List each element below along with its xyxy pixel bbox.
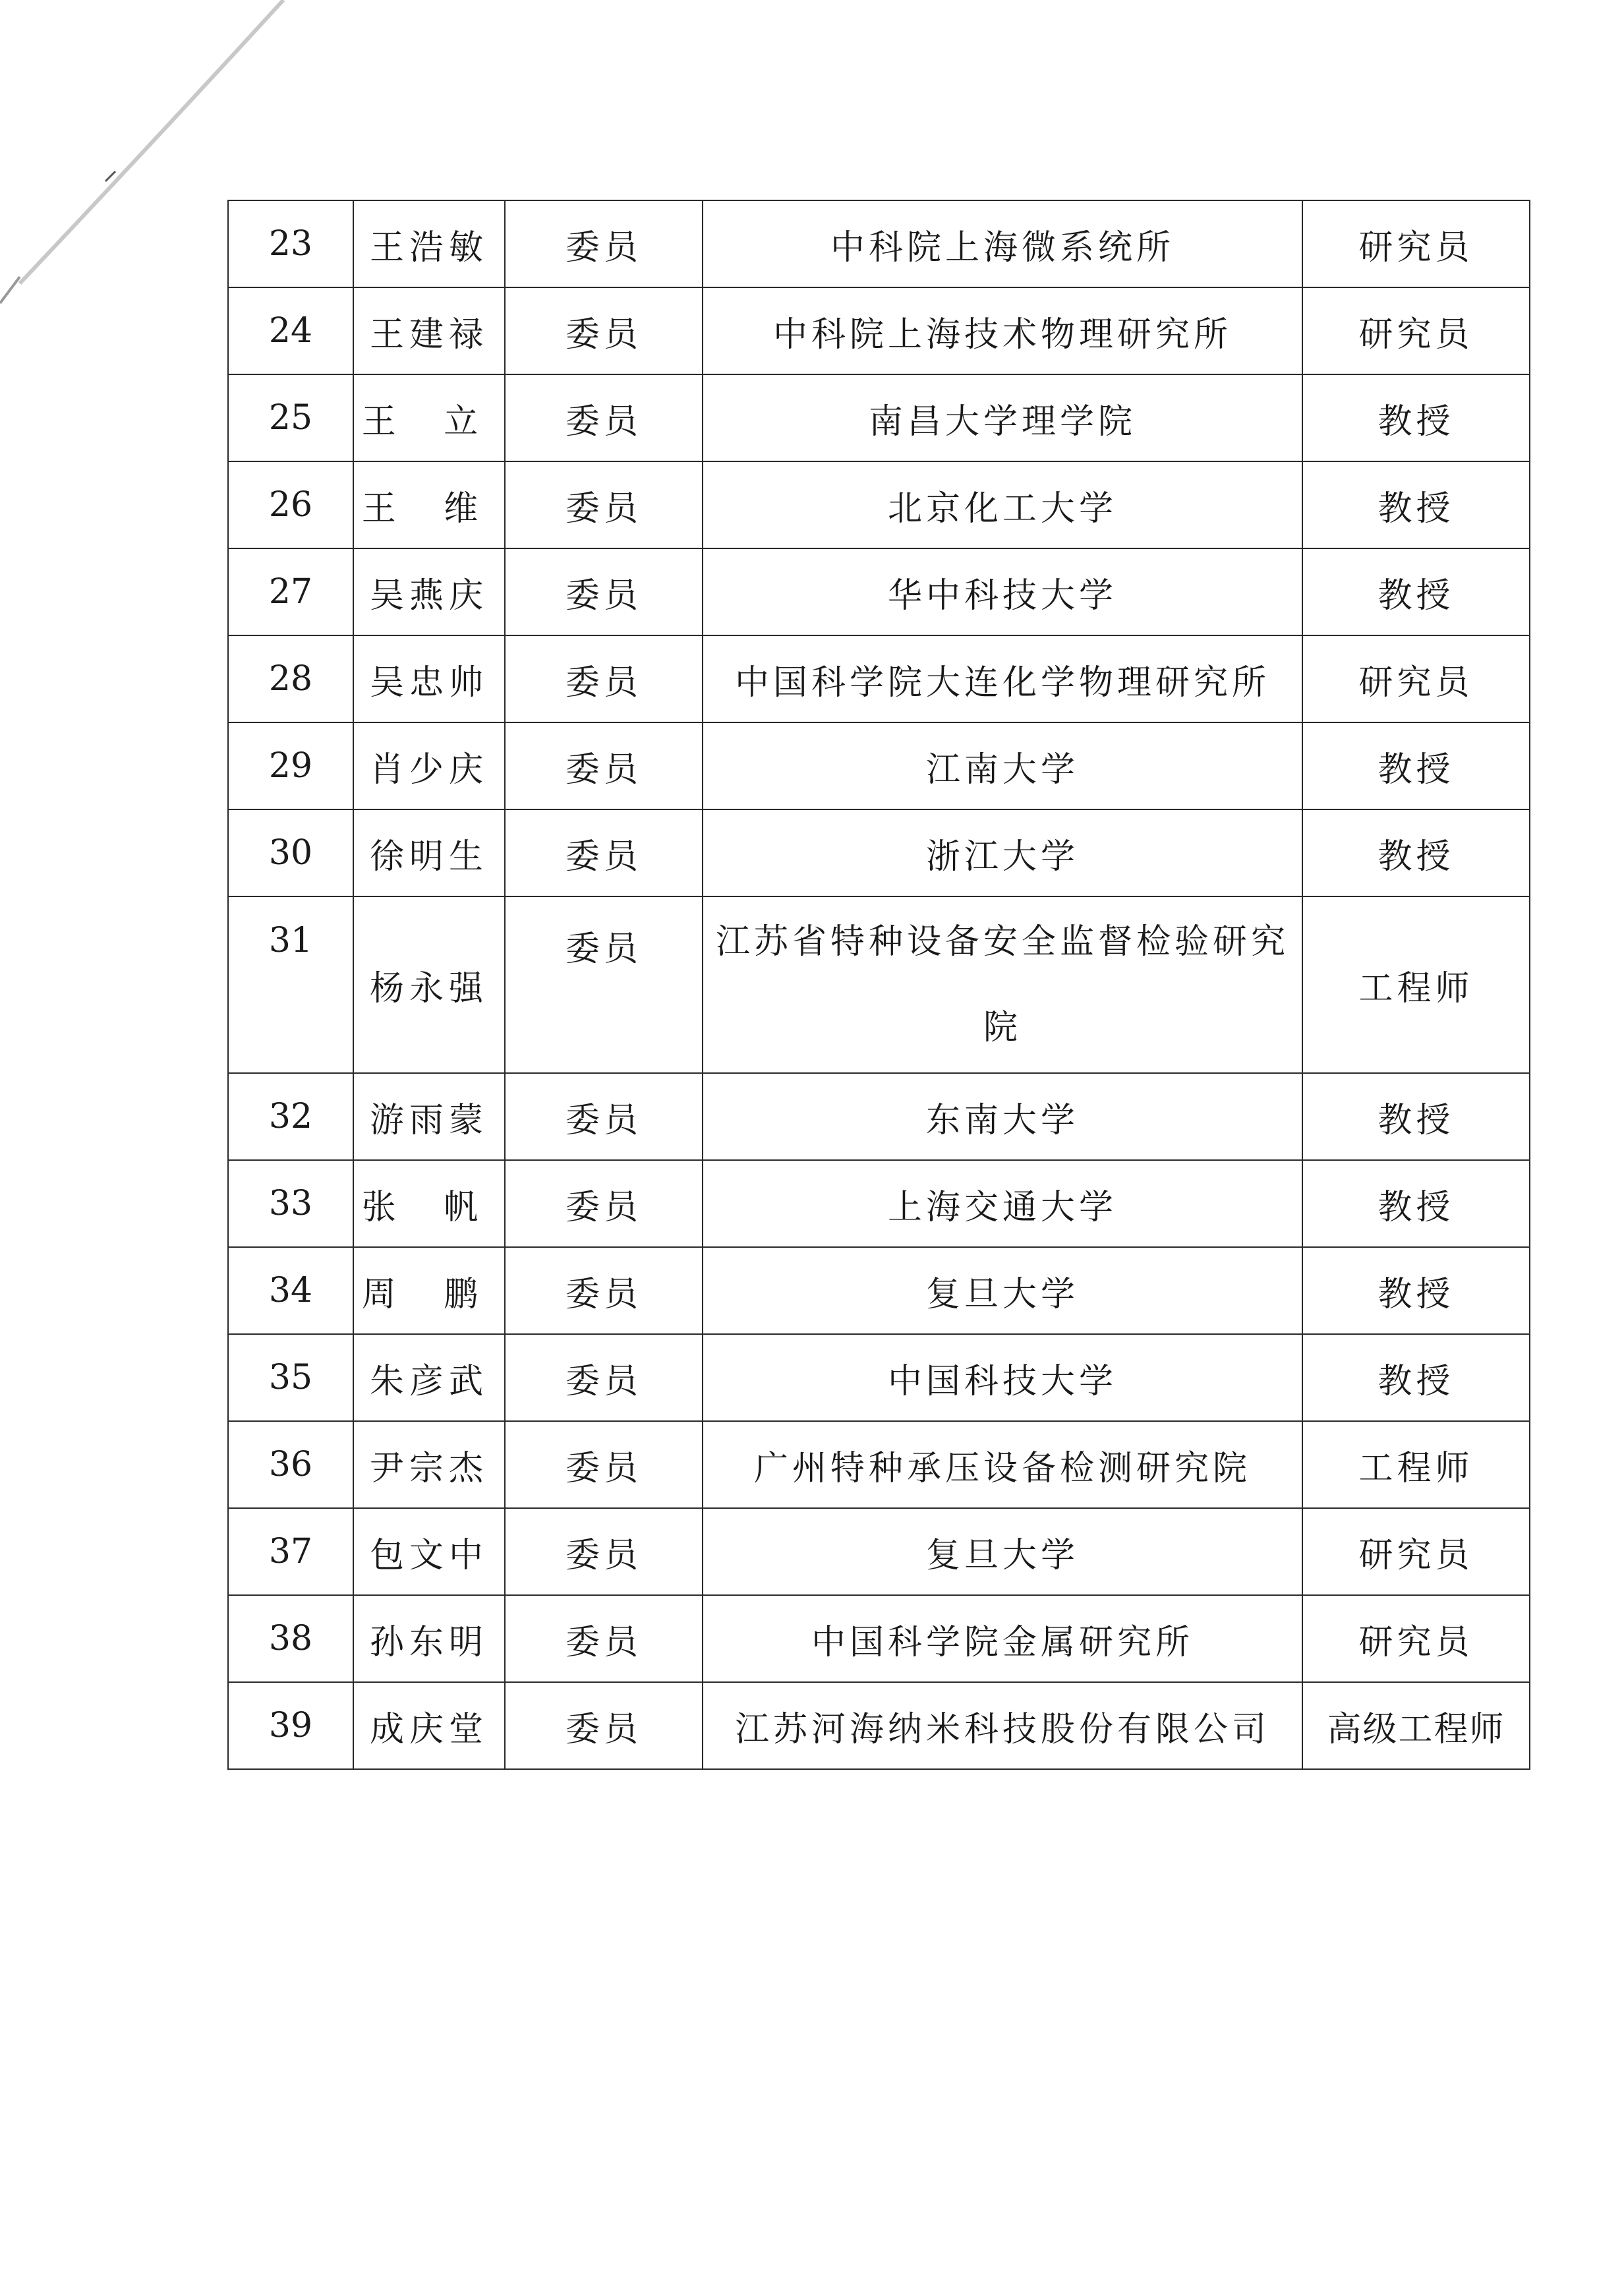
member-title: 高级工程师 [1302, 1682, 1530, 1769]
member-name: 孙东明 [353, 1595, 505, 1682]
member-name: 尹宗杰 [353, 1421, 505, 1508]
member-role: 委员 [505, 1073, 703, 1160]
member-title: 教授 [1302, 374, 1530, 461]
table-row [228, 1595, 1530, 1682]
member-name: 王浩敏 [353, 200, 505, 287]
member-name: 王建禄 [353, 287, 505, 374]
table-row [228, 809, 1530, 896]
row-number: 26 [228, 461, 353, 548]
member-role: 委员 [505, 548, 703, 635]
member-role: 委员 [505, 1421, 703, 1508]
member-name: 徐明生 [353, 809, 505, 896]
table-row [228, 1334, 1530, 1421]
row-number: 37 [228, 1508, 353, 1595]
member-title: 教授 [1302, 1334, 1530, 1421]
table-row [228, 287, 1530, 374]
table-row [228, 1160, 1530, 1247]
member-role: 委员 [505, 1508, 703, 1595]
member-organization: 江苏省特种设备安全监督检验研究院 [703, 896, 1302, 1073]
member-name: 包文中 [353, 1508, 505, 1595]
member-role: 委员 [505, 374, 703, 461]
member-title: 教授 [1302, 1160, 1530, 1247]
member-role: 委员 [505, 635, 703, 722]
row-number: 33 [228, 1160, 353, 1247]
table-row [228, 374, 1530, 461]
row-number: 39 [228, 1682, 353, 1769]
member-organization: 东南大学 [703, 1073, 1302, 1160]
member-name: 游雨蒙 [353, 1073, 505, 1160]
member-title: 教授 [1302, 1073, 1530, 1160]
row-number: 23 [228, 200, 353, 287]
member-title: 教授 [1302, 809, 1530, 896]
table-row [228, 722, 1530, 809]
member-organization: 上海交通大学 [703, 1160, 1302, 1247]
row-number: 25 [228, 374, 353, 461]
member-organization: 中国科技大学 [703, 1334, 1302, 1421]
row-number: 24 [228, 287, 353, 374]
member-name: 杨永强 [353, 896, 505, 1073]
table-row [228, 1073, 1530, 1160]
member-title: 教授 [1302, 548, 1530, 635]
row-number: 38 [228, 1595, 353, 1682]
member-organization: 北京化工大学 [703, 461, 1302, 548]
member-role: 委员 [505, 1682, 703, 1769]
member-role: 委员 [505, 896, 703, 1073]
member-organization: 中国科学院金属研究所 [703, 1595, 1302, 1682]
member-name: 成庆堂 [353, 1682, 505, 1769]
member-name: 张 帆 [353, 1160, 505, 1247]
member-role: 委员 [505, 809, 703, 896]
member-organization: 中科院上海技术物理研究所 [703, 287, 1302, 374]
member-title: 工程师 [1302, 1421, 1530, 1508]
member-title: 研究员 [1302, 635, 1530, 722]
member-role: 委员 [505, 461, 703, 548]
member-role: 委员 [505, 287, 703, 374]
member-role: 委员 [505, 1595, 703, 1682]
member-role: 委员 [505, 1334, 703, 1421]
roster-body [228, 200, 1530, 1769]
table-row [228, 548, 1530, 635]
row-number: 32 [228, 1073, 353, 1160]
member-name: 吴燕庆 [353, 548, 505, 635]
table-row [228, 1247, 1530, 1334]
table-row [228, 461, 1530, 548]
row-number: 31 [228, 896, 353, 1073]
member-title: 教授 [1302, 722, 1530, 809]
member-organization: 江苏河海纳米科技股份有限公司 [703, 1682, 1302, 1769]
member-role: 委员 [505, 1160, 703, 1247]
member-organization: 中科院上海微系统所 [703, 200, 1302, 287]
table-row [228, 1421, 1530, 1508]
member-name: 朱彦武 [353, 1334, 505, 1421]
member-title: 研究员 [1302, 1595, 1530, 1682]
row-number: 28 [228, 635, 353, 722]
member-name: 王 维 [353, 461, 505, 548]
row-number: 30 [228, 809, 353, 896]
member-organization: 复旦大学 [703, 1247, 1302, 1334]
member-organization: 浙江大学 [703, 809, 1302, 896]
table-row [228, 896, 1530, 1073]
member-organization: 复旦大学 [703, 1508, 1302, 1595]
member-organization: 广州特种承压设备检测研究院 [703, 1421, 1302, 1508]
table-row [228, 1682, 1530, 1769]
member-role: 委员 [505, 200, 703, 287]
row-number: 35 [228, 1334, 353, 1421]
member-role: 委员 [505, 1247, 703, 1334]
member-title: 工程师 [1302, 896, 1530, 1073]
member-title: 教授 [1302, 1247, 1530, 1334]
committee-roster-table [227, 200, 1530, 1770]
member-organization: 南昌大学理学院 [703, 374, 1302, 461]
member-title: 研究员 [1302, 287, 1530, 374]
table-row [228, 635, 1530, 722]
member-title: 教授 [1302, 461, 1530, 548]
row-number: 27 [228, 548, 353, 635]
member-name: 王 立 [353, 374, 505, 461]
table-row [228, 1508, 1530, 1595]
member-title: 研究员 [1302, 1508, 1530, 1595]
member-name: 周 鹏 [353, 1247, 505, 1334]
row-number: 36 [228, 1421, 353, 1508]
row-number: 29 [228, 722, 353, 809]
member-organization: 华中科技大学 [703, 548, 1302, 635]
member-organization: 中国科学院大连化学物理研究所 [703, 635, 1302, 722]
member-name: 吴忠帅 [353, 635, 505, 722]
member-title: 研究员 [1302, 200, 1530, 287]
member-name: 肖少庆 [353, 722, 505, 809]
table-row [228, 200, 1530, 287]
member-organization: 江南大学 [703, 722, 1302, 809]
member-role: 委员 [505, 722, 703, 809]
row-number: 34 [228, 1247, 353, 1334]
